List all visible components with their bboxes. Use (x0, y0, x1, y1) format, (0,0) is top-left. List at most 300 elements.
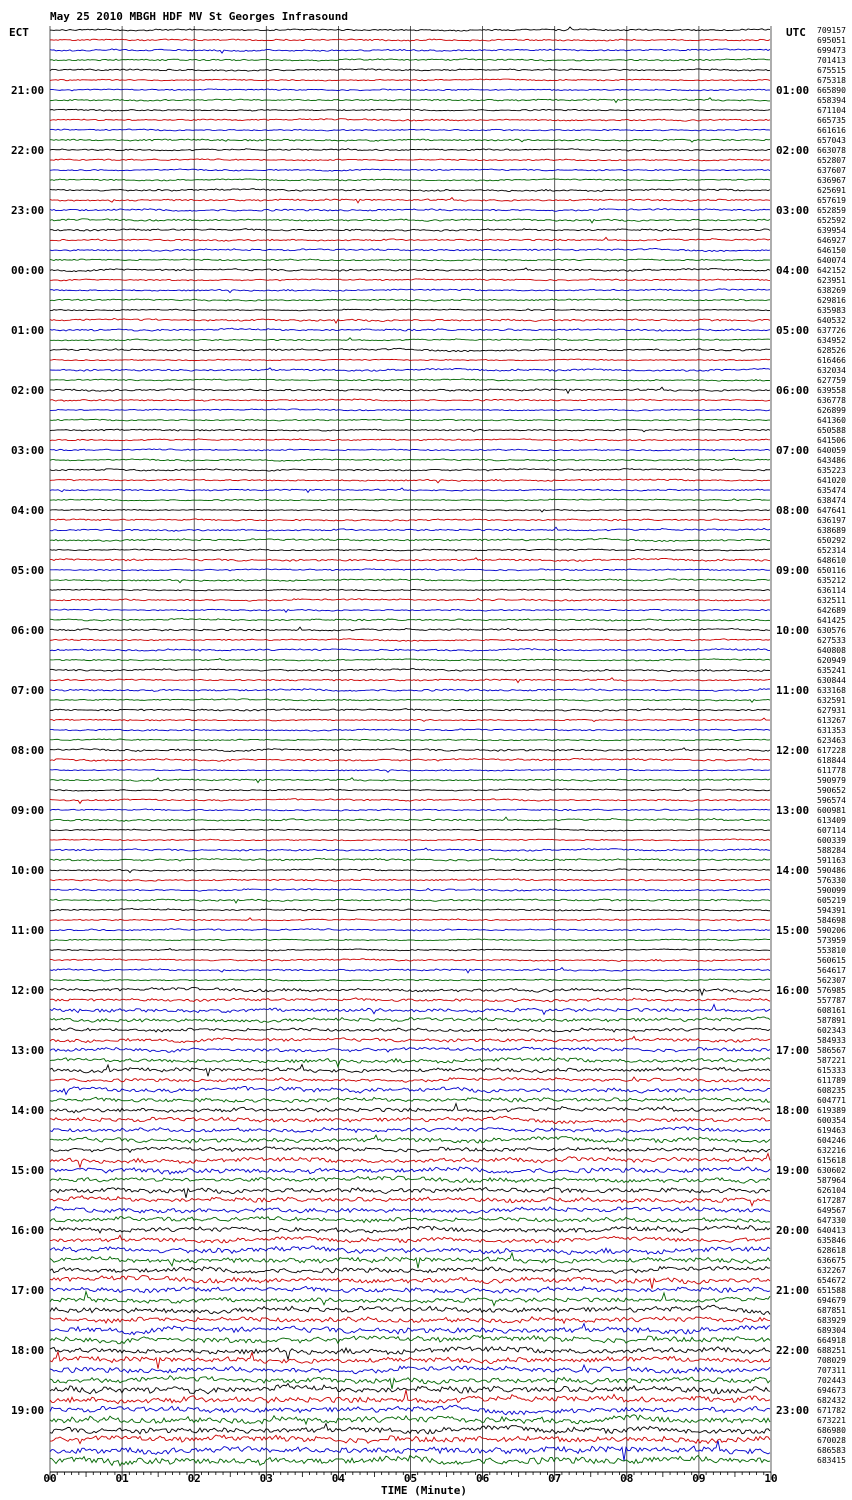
trace-count: 562307 (817, 976, 846, 985)
trace-line (50, 1087, 770, 1095)
trace-count: 643486 (817, 456, 846, 465)
trace-count: 640413 (817, 1226, 846, 1235)
right-hour-label: 02:00 (776, 144, 810, 157)
trace-count: 654672 (817, 1276, 846, 1285)
trace-count: 707311 (817, 1366, 846, 1375)
right-hour-label: 11:00 (776, 684, 810, 697)
trace-count: 590099 (817, 886, 846, 895)
trace-line (50, 359, 770, 361)
trace-line (50, 219, 770, 223)
trace-count: 637607 (817, 166, 846, 175)
trace-count: 615618 (817, 1156, 846, 1165)
trace-count: 639954 (817, 226, 846, 235)
trace-line (50, 739, 770, 741)
trace-line (50, 198, 770, 203)
trace-count: 671782 (817, 1406, 846, 1415)
trace-line (50, 1028, 770, 1032)
trace-count: 661616 (817, 126, 846, 135)
trace-line (50, 669, 770, 672)
trace-line (50, 1335, 770, 1343)
trace-count: 652592 (817, 216, 846, 225)
trace-count: 686583 (817, 1446, 846, 1455)
trace-line (50, 279, 770, 281)
right-hour-label: 17:00 (776, 1044, 810, 1057)
x-tick-label: 02 (187, 1472, 201, 1485)
trace-line (50, 918, 770, 921)
trace-count: 594391 (817, 906, 846, 915)
left-hour-label: 14:00 (11, 1104, 45, 1117)
trace-count: 617287 (817, 1196, 846, 1205)
trace-count: 611778 (817, 766, 846, 775)
right-hour-label: 01:00 (776, 84, 810, 97)
trace-line (50, 699, 770, 702)
trace-count: 560615 (817, 956, 846, 965)
left-hour-label: 02:00 (11, 384, 45, 397)
trace-line (50, 59, 770, 62)
trace-line (50, 1253, 770, 1268)
trace-count: 630602 (817, 1166, 846, 1175)
trace-line (50, 1104, 770, 1113)
trace-count: 650292 (817, 536, 846, 545)
trace-line (50, 1286, 770, 1293)
trace-line (50, 1187, 770, 1197)
trace-count: 675515 (817, 66, 846, 75)
trace-line (50, 598, 770, 601)
trace-count: 699473 (817, 46, 846, 55)
trace-count: 553810 (817, 946, 846, 955)
trace-count: 619389 (817, 1106, 846, 1115)
trace-line (50, 368, 770, 371)
trace-count: 596574 (817, 796, 846, 805)
trace-line (50, 387, 770, 393)
trace-line (50, 1116, 770, 1123)
x-tick-label: 05 (403, 1472, 418, 1485)
trace-count: 640532 (817, 316, 846, 325)
trace-line (50, 939, 770, 941)
trace-count: 642689 (817, 606, 846, 615)
trace-count: 584698 (817, 916, 846, 925)
trace-line (50, 1376, 770, 1389)
left-hour-label: 00:00 (11, 264, 45, 277)
trace-line (50, 758, 770, 761)
trace-count: 640059 (817, 446, 846, 455)
left-hour-label: 22:00 (11, 144, 45, 157)
trace-line (50, 748, 770, 752)
right-hour-label: 07:00 (776, 444, 810, 457)
right-hour-label: 12:00 (776, 744, 810, 757)
trace-count: 641506 (817, 436, 846, 445)
trace-line (50, 888, 770, 891)
trace-count: 623951 (817, 276, 846, 285)
trace-count: 587221 (817, 1056, 846, 1065)
x-tick-label: 07 (548, 1472, 562, 1485)
trace-line (50, 429, 770, 432)
x-tick-label: 10 (764, 1472, 778, 1485)
trace-line (50, 179, 770, 181)
left-hour-label: 19:00 (11, 1404, 45, 1417)
trace-count: 636778 (817, 396, 846, 405)
trace-line (50, 519, 770, 521)
right-hour-label: 18:00 (776, 1104, 810, 1117)
trace-count: 638689 (817, 526, 846, 535)
trace-count: 631353 (817, 726, 846, 735)
trace-count: 630576 (817, 626, 846, 635)
trace-count: 627759 (817, 376, 846, 385)
trace-line (50, 1097, 770, 1102)
trace-line (50, 789, 770, 791)
trace-count: 590486 (817, 866, 846, 875)
trace-count: 617228 (817, 746, 846, 755)
trace-line (50, 689, 770, 692)
trace-count: 635846 (817, 1236, 846, 1245)
left-hour-label: 03:00 (11, 444, 45, 457)
trace-line (50, 1405, 770, 1414)
trace-line (50, 289, 770, 293)
left-hour-label: 05:00 (11, 564, 45, 577)
right-hour-label: 22:00 (776, 1344, 810, 1357)
trace-count: 649567 (817, 1206, 846, 1215)
trace-count: 650116 (817, 566, 846, 575)
trace-line (50, 27, 770, 31)
trace-count: 658394 (817, 96, 846, 105)
trace-line (50, 419, 770, 421)
trace-count: 647641 (817, 506, 846, 515)
trace-count: 640808 (817, 646, 846, 655)
trace-line (50, 1005, 770, 1015)
trace-line (50, 649, 770, 652)
right-axis-label: UTC (786, 26, 806, 39)
trace-count: 629816 (817, 296, 846, 305)
trace-line (50, 627, 770, 631)
trace-count: 673221 (817, 1416, 846, 1425)
trace-line (50, 509, 770, 512)
trace-line (50, 1267, 770, 1274)
trace-count: 688251 (817, 1346, 846, 1355)
trace-line (50, 609, 770, 612)
trace-count: 641425 (817, 616, 846, 625)
trace-count: 687851 (817, 1306, 846, 1315)
trace-line (50, 1390, 770, 1404)
trace-line (50, 579, 770, 583)
trace-count: 635474 (817, 486, 846, 495)
left-hour-label: 04:00 (11, 504, 45, 517)
chart-title: May 25 2010 MBGH HDF MV St Georges Infrasound (50, 10, 349, 23)
left-hour-label: 21:00 (11, 84, 45, 97)
trace-count: 641020 (817, 476, 846, 485)
right-hour-label: 03:00 (776, 204, 810, 217)
trace-count: 675318 (817, 76, 846, 85)
trace-count: 604246 (817, 1136, 846, 1145)
trace-line (50, 69, 770, 71)
trace-count: 709157 (817, 26, 846, 35)
trace-line (50, 1196, 770, 1206)
trace-count: 600981 (817, 806, 846, 815)
trace-line (50, 1065, 770, 1077)
trace-line (50, 1058, 770, 1067)
right-hour-label: 13:00 (776, 804, 810, 817)
trace-count: 608161 (817, 1006, 846, 1015)
trace-line (50, 839, 770, 841)
trace-count: 647330 (817, 1216, 846, 1225)
trace-count: 590206 (817, 926, 846, 935)
trace-count: 635223 (817, 466, 846, 475)
trace-count: 632591 (817, 696, 846, 705)
trace-line (50, 949, 770, 951)
trace-line (50, 1135, 770, 1143)
trace-count: 627931 (817, 706, 846, 715)
trace-line (50, 1235, 770, 1243)
trace-line (50, 589, 770, 591)
trace-line (50, 98, 770, 103)
trace-count: 683929 (817, 1316, 846, 1325)
left-axis-label: ECT (9, 26, 29, 39)
trace-line (50, 929, 770, 931)
trace-count: 657043 (817, 136, 846, 145)
trace-count: 635212 (817, 576, 846, 585)
trace-count: 664918 (817, 1336, 846, 1345)
trace-line (50, 879, 770, 881)
trace-line (50, 799, 770, 804)
trace-line (50, 299, 770, 301)
trace-line (50, 1207, 770, 1213)
trace-line (50, 439, 770, 441)
trace-line (50, 1246, 770, 1254)
left-hour-label: 01:00 (11, 324, 45, 337)
trace-count: 626899 (817, 406, 846, 415)
left-hour-label: 16:00 (11, 1224, 45, 1237)
right-hour-label: 16:00 (776, 984, 810, 997)
trace-count: 663078 (817, 146, 846, 155)
trace-count: 628526 (817, 346, 846, 355)
trace-count: 602343 (817, 1026, 846, 1035)
trace-count: 689304 (817, 1326, 846, 1335)
trace-line (50, 1147, 770, 1153)
x-tick-label: 06 (475, 1472, 490, 1485)
trace-line (50, 1036, 770, 1042)
trace-count: 635983 (817, 306, 846, 315)
trace-line (50, 259, 770, 261)
trace-line (50, 1017, 770, 1023)
trace-line (50, 709, 770, 712)
trace-line (50, 908, 770, 911)
trace-line (50, 39, 770, 41)
left-hour-label: 12:00 (11, 984, 45, 997)
trace-count: 630844 (817, 676, 846, 685)
trace-line (50, 79, 770, 81)
trace-line (50, 1217, 770, 1223)
trace-count: 633168 (817, 686, 846, 695)
trace-line (50, 1435, 770, 1444)
trace-count: 638474 (817, 496, 846, 505)
trace-line (50, 1153, 770, 1167)
trace-line (50, 558, 770, 562)
trace-line (50, 89, 770, 91)
trace-line (50, 309, 770, 311)
trace-count: 628618 (817, 1246, 846, 1255)
trace-line (50, 169, 770, 171)
trace-line (50, 189, 770, 192)
trace-count: 620949 (817, 656, 846, 665)
trace-count: 632267 (817, 1266, 846, 1275)
trace-count: 636114 (817, 586, 846, 595)
trace-count: 576985 (817, 986, 846, 995)
trace-line (50, 979, 770, 981)
trace-count: 651588 (817, 1286, 846, 1295)
trace-line (50, 338, 770, 341)
trace-line (50, 987, 770, 995)
trace-count: 587891 (817, 1016, 846, 1025)
x-tick-label: 00 (43, 1472, 57, 1485)
left-hour-label: 15:00 (11, 1164, 45, 1177)
trace-line (50, 229, 770, 232)
trace-line (50, 718, 770, 722)
trace-line (50, 1047, 770, 1052)
trace-count: 590652 (817, 786, 846, 795)
trace-line (50, 778, 770, 783)
trace-line (50, 858, 770, 861)
left-hour-label: 08:00 (11, 744, 45, 757)
left-hour-label: 11:00 (11, 924, 45, 937)
left-hour-label: 10:00 (11, 864, 45, 877)
trace-line (50, 119, 770, 122)
trace-line (50, 817, 770, 821)
x-tick-label: 01 (115, 1472, 129, 1485)
trace-line (50, 678, 770, 683)
trace-line (50, 729, 770, 731)
left-hour-label: 18:00 (11, 1344, 45, 1357)
trace-line (50, 569, 770, 571)
trace-count: 639558 (817, 386, 846, 395)
trace-count: 642152 (817, 266, 846, 275)
trace-line (50, 1305, 770, 1314)
trace-count-labels (817, 26, 846, 1465)
trace-count: 615333 (817, 1066, 846, 1075)
trace-line (50, 399, 770, 401)
right-hour-label: 19:00 (776, 1164, 810, 1177)
left-hour-label: 06:00 (11, 624, 45, 637)
trace-line (50, 1226, 770, 1233)
trace-line (50, 149, 770, 151)
trace-line (50, 458, 770, 461)
trace-count: 591163 (817, 856, 846, 865)
x-tick-label: 03 (259, 1472, 273, 1485)
trace-count: 557787 (817, 996, 846, 1005)
trace-line (50, 1415, 770, 1424)
trace-line (50, 809, 770, 811)
right-hour-label: 06:00 (776, 384, 810, 397)
trace-line (50, 1324, 770, 1335)
trace-count: 686980 (817, 1426, 846, 1435)
trace-line (50, 469, 770, 471)
right-hour-label: 04:00 (776, 264, 810, 277)
trace-count: 564617 (817, 966, 846, 975)
trace-line (50, 1441, 770, 1461)
trace-count: 638269 (817, 286, 846, 295)
trace-count: 635241 (817, 666, 846, 675)
trace-line (50, 479, 770, 483)
trace-line (50, 527, 770, 531)
trace-count: 665735 (817, 116, 846, 125)
trace-count: 636967 (817, 176, 846, 185)
trace-count: 590979 (817, 776, 846, 785)
trace-count: 623463 (817, 736, 846, 745)
trace-count: 636197 (817, 516, 846, 525)
trace-line (50, 488, 770, 492)
trace-count: 650588 (817, 426, 846, 435)
right-hour-label: 20:00 (776, 1224, 810, 1237)
trace-count: 702443 (817, 1376, 846, 1385)
trace-line (50, 998, 770, 1002)
right-hour-labels (776, 84, 809, 1417)
right-hour-label: 08:00 (776, 504, 810, 517)
trace-line (50, 899, 770, 903)
trace-count: 607114 (817, 826, 846, 835)
trace-line (50, 348, 770, 351)
left-hour-labels (11, 84, 44, 1417)
trace-line (50, 49, 770, 53)
trace-count: 626104 (817, 1186, 846, 1195)
trace-line (50, 1127, 770, 1133)
right-hour-label: 15:00 (776, 924, 810, 937)
right-hour-label: 14:00 (776, 864, 810, 877)
trace-line (50, 639, 770, 642)
trace-count: 652807 (817, 156, 846, 165)
trace-line (50, 829, 770, 831)
trace-count: 613267 (817, 716, 846, 725)
trace-count: 625691 (817, 186, 846, 195)
trace-count: 613409 (817, 816, 846, 825)
trace-count: 694673 (817, 1386, 846, 1395)
trace-count: 652859 (817, 206, 846, 215)
trace-line (50, 869, 770, 873)
trace-line (50, 618, 770, 621)
trace-count: 619463 (817, 1126, 846, 1135)
trace-line (50, 159, 770, 161)
trace-line (50, 1317, 770, 1323)
trace-line (50, 379, 770, 381)
trace-count: 584933 (817, 1036, 846, 1045)
x-tick-label: 04 (331, 1472, 346, 1485)
trace-line (50, 409, 770, 411)
right-hour-label: 10:00 (776, 624, 810, 637)
trace-count: 648610 (817, 556, 846, 565)
trace-count: 634952 (817, 336, 846, 345)
trace-line (50, 109, 770, 111)
trace-count: 586567 (817, 1046, 846, 1055)
minute-grid (50, 26, 771, 1472)
right-hour-label: 23:00 (776, 1404, 810, 1417)
trace-line (50, 318, 770, 323)
trace-count: 694679 (817, 1296, 846, 1305)
trace-count: 671104 (817, 106, 846, 115)
trace-line (50, 1276, 770, 1289)
trace-count: 701413 (817, 56, 846, 65)
trace-count: 640074 (817, 256, 846, 265)
trace-line (50, 1077, 770, 1082)
right-hour-label: 05:00 (776, 324, 810, 337)
trace-count: 600354 (817, 1116, 846, 1125)
trace-count: 627533 (817, 636, 846, 645)
trace-count: 576330 (817, 876, 846, 885)
trace-count: 665890 (817, 86, 846, 95)
trace-count: 636675 (817, 1256, 846, 1265)
trace-line (50, 968, 770, 973)
trace-line (50, 499, 770, 501)
trace-line (50, 237, 770, 241)
trace-line (50, 959, 770, 962)
x-tick-label: 09 (692, 1472, 706, 1485)
right-hour-label: 09:00 (776, 564, 810, 577)
